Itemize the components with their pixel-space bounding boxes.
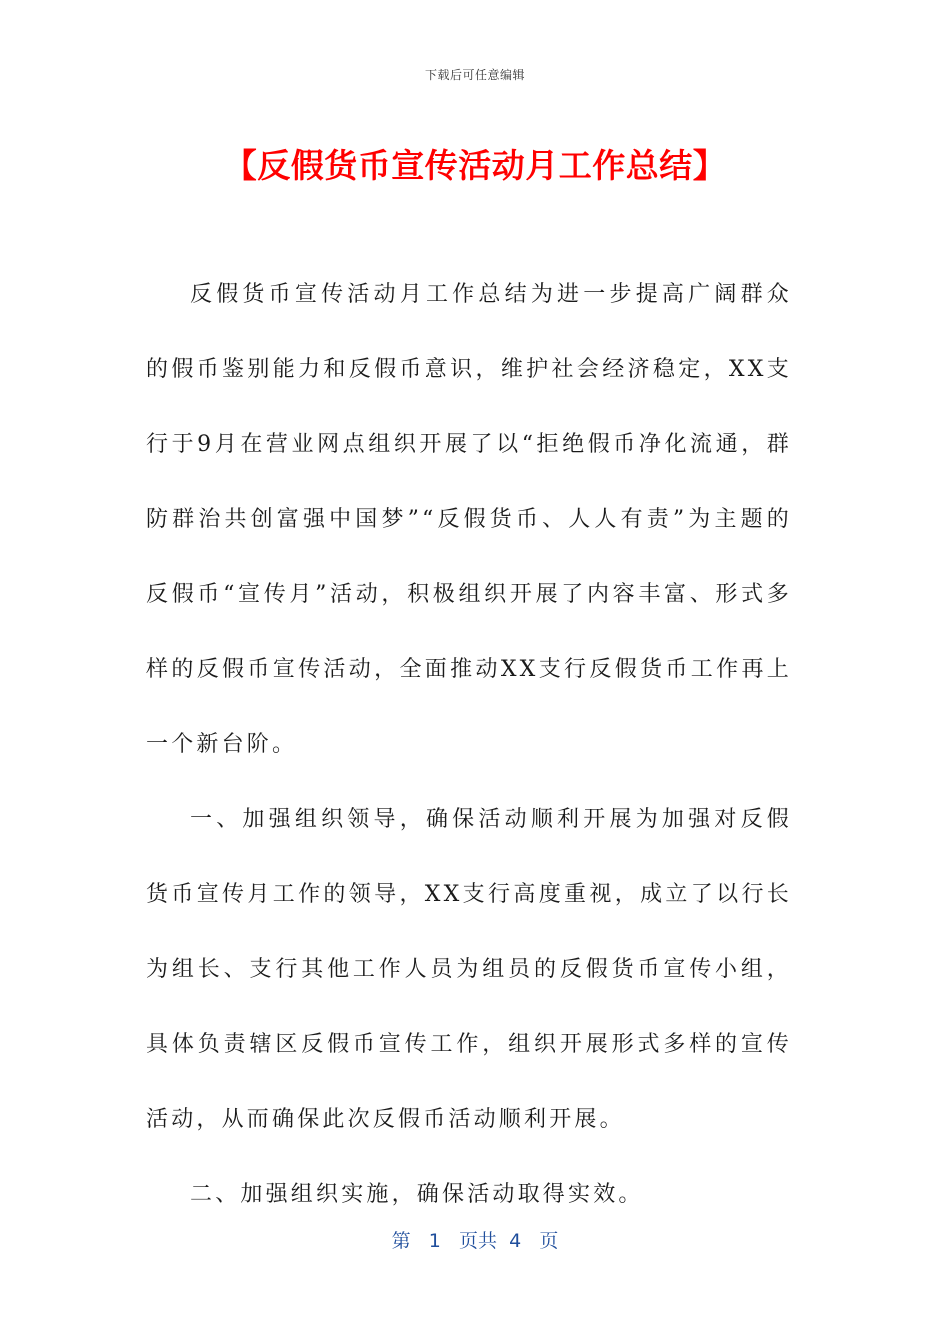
page-footer — [0, 1226, 950, 1253]
footer-mid: 页共 — [459, 1230, 498, 1252]
paragraph-section-one: 一、加强组织领导，确保活动顺利开展为加强对反假货币宣传月工作的领导，XX支行高度重视，成立了以行长为组长、支行其他工作人员为组员的反假货币宣传小组，具体负责辖区反假币宣传工作，组织开展形式多样的宣传活动，从而确保此次反假币活动顺利开展。 — [146, 807, 792, 1132]
page-header-note: 下载后可任意编辑 — [424, 68, 525, 82]
footer-suffix: 页 — [539, 1230, 559, 1252]
footer-total-pages: 4 — [509, 1230, 522, 1252]
document-title: 【反假货币宣传活动月工作总结】 — [223, 146, 727, 185]
document-body — [146, 257, 792, 1232]
footer-current-page: 1 — [428, 1230, 441, 1252]
paragraph-intro: 反假货币宣传活动月工作总结为进一步提高广阔群众的假币鉴别能力和反假币意识，维护社会经济稳定，XX支行于9月在营业网点组织开展了以“拒绝假币净化流通，群防群治共创富强中国梦”“反假货币、人人有责”为主题的反假币“宣传月”活动，积极组织开展了内容丰富、形式多样的反假币宣传活动，全面推动XX支行反假货币工作再上一个新台阶。 — [146, 282, 792, 757]
paragraph-section-two: 二、加强组织实施，确保活动取得实效。 — [190, 1182, 644, 1207]
footer-prefix: 第 — [391, 1230, 411, 1252]
